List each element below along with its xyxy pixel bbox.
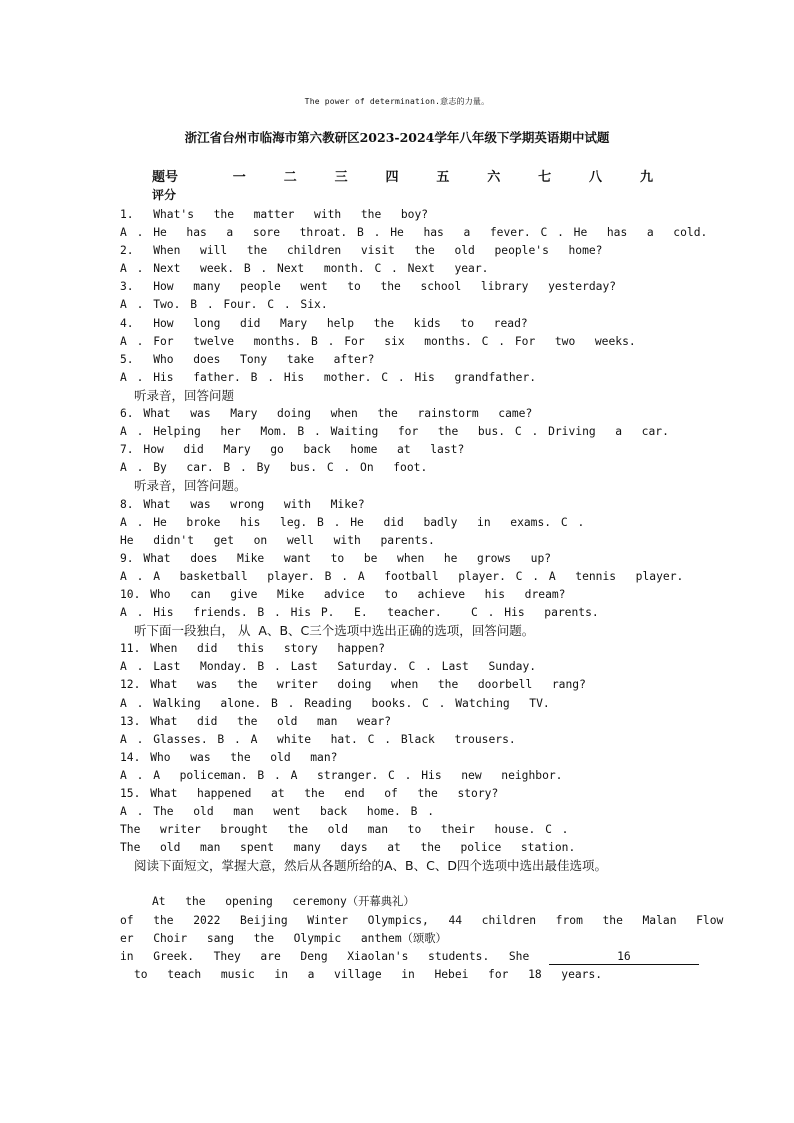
options-line: He didn't get on well with parents. [120,533,435,547]
options-line: A . The old man went back home. B . [120,805,435,819]
options-line: A . For twelve months. B . For six months. C . For two weeks. [120,334,636,348]
options-line: A . A basketball player. B . A football player. C . A tennis player. [120,569,684,583]
section-number: 三 [334,170,348,185]
options-line: A . He has a sore throat. B . He has a fever. C . He has a cold. [120,226,708,240]
question-line: 4. How long did Mary help the kids to read? [120,316,528,330]
options-line: A . Last Monday. B . Last Saturday. C . Last Sunday. [120,660,537,674]
score-table-number-row [152,166,672,186]
passage-line: At the opening ceremony（开幕典礼） [152,895,415,909]
options-line: A . Two. B . Four. C . Six. [120,298,328,312]
section-instruction: 听录音，回答问题 [134,387,235,403]
question-line: 13. What did the old man wear? [120,714,392,728]
options-line: A . His father. B . His mother. C . His grandfather. [120,370,537,384]
exam-title: 浙江省台州市临海市第六教研区2023-2024学年八年级下学期英语期中试题 [184,130,610,145]
options-line: A . Next week. B . Next month. C . Next year. [120,262,489,276]
passage-line [120,948,680,966]
passage-line: er Choir sang the Olympic anthem（颂歌） [120,931,447,945]
question-line: 2. When will the children visit the old people's home? [120,244,603,258]
question-line: 1. What's the matter with the boy? [120,208,429,221]
options-line: A . A policeman. B . A stranger. C . His new neighbor. [120,768,563,782]
score-cells [214,186,672,203]
section-number: 一 [232,170,246,185]
section-number: 六 [487,170,501,185]
options-line: A . He broke his leg. B . He did badly in exams. C . [120,515,585,529]
options-line: A . Helping her Mom. B . Waiting for the bus. C . Driving a car. [120,425,669,439]
score-table-score-row [152,186,672,203]
section-instruction: 听录音，回答问题。 [134,478,247,494]
question-line: 6. What was Mary doing when the rainstorm came? [120,407,533,421]
question-line: 12. What was the writer doing when the doorbell rang? [120,678,586,692]
section-number: 八 [589,170,603,185]
score-table [152,166,672,203]
passage-text: in Greek. They are Deng Xiaolan's students. She [120,949,530,963]
question-line: 5. Who does Tony take after? [120,352,375,366]
options-line: The old man spent many days at the police station. [120,841,576,855]
section-number: 七 [538,170,552,185]
section-number: 四 [385,170,399,185]
options-line: The writer brought the old man to their house. C . [120,823,569,837]
answer-blank-16[interactable]: 16 [549,950,699,965]
section-number: 五 [436,170,450,185]
passage-line: to teach music in a village in Hebei for 18 years. [134,967,603,981]
page-header: The power of determination.意志的力量。 [304,97,490,106]
question-line: 11. When did this story happen? [120,642,386,656]
question-line: 3. How many people went to the school library yesterday? [120,280,617,294]
section-number: 九 [639,170,653,185]
options-line: A . Glasses. B . A white hat. C . Black trousers. [120,732,516,746]
section-instruction: 听下面一段独白， 从 A、B、C三个选项中选出正确的选项，回答问题。 [134,623,535,639]
question-line: 10. Who can give Mike advice to achieve his dream? [120,587,566,601]
options-line: A . His friends. B . His P. E. teacher. C . His parents. [120,606,599,620]
passage-line: of the 2022 Beijing Winter Olympics, 44 children from the Malan Flow [120,913,724,927]
options-line: A . By car. B . By bus. C . On foot. [120,461,428,475]
question-number-label: 题号 [152,170,179,185]
question-line: 8. What was wrong with Mike? [120,497,365,511]
score-label: 评分 [152,188,177,202]
options-line: A . Walking alone. B . Reading books. C . Watching TV. [120,696,550,710]
question-line: 15. What happened at the end of the story? [120,787,499,800]
section-number: 二 [283,170,297,185]
question-line: 7. How did Mary go back home at last? [120,443,465,457]
exam-body [120,206,724,984]
spacer [120,875,680,893]
question-line: 14. Who was the old man? [120,750,338,764]
section-instruction: 阅读下面短文，掌握大意，然后从各题所给的A、B、C、D四个选项中选出最佳选项。 [134,858,607,874]
question-line: 9. What does Mike want to be when he grows up? [120,551,552,565]
